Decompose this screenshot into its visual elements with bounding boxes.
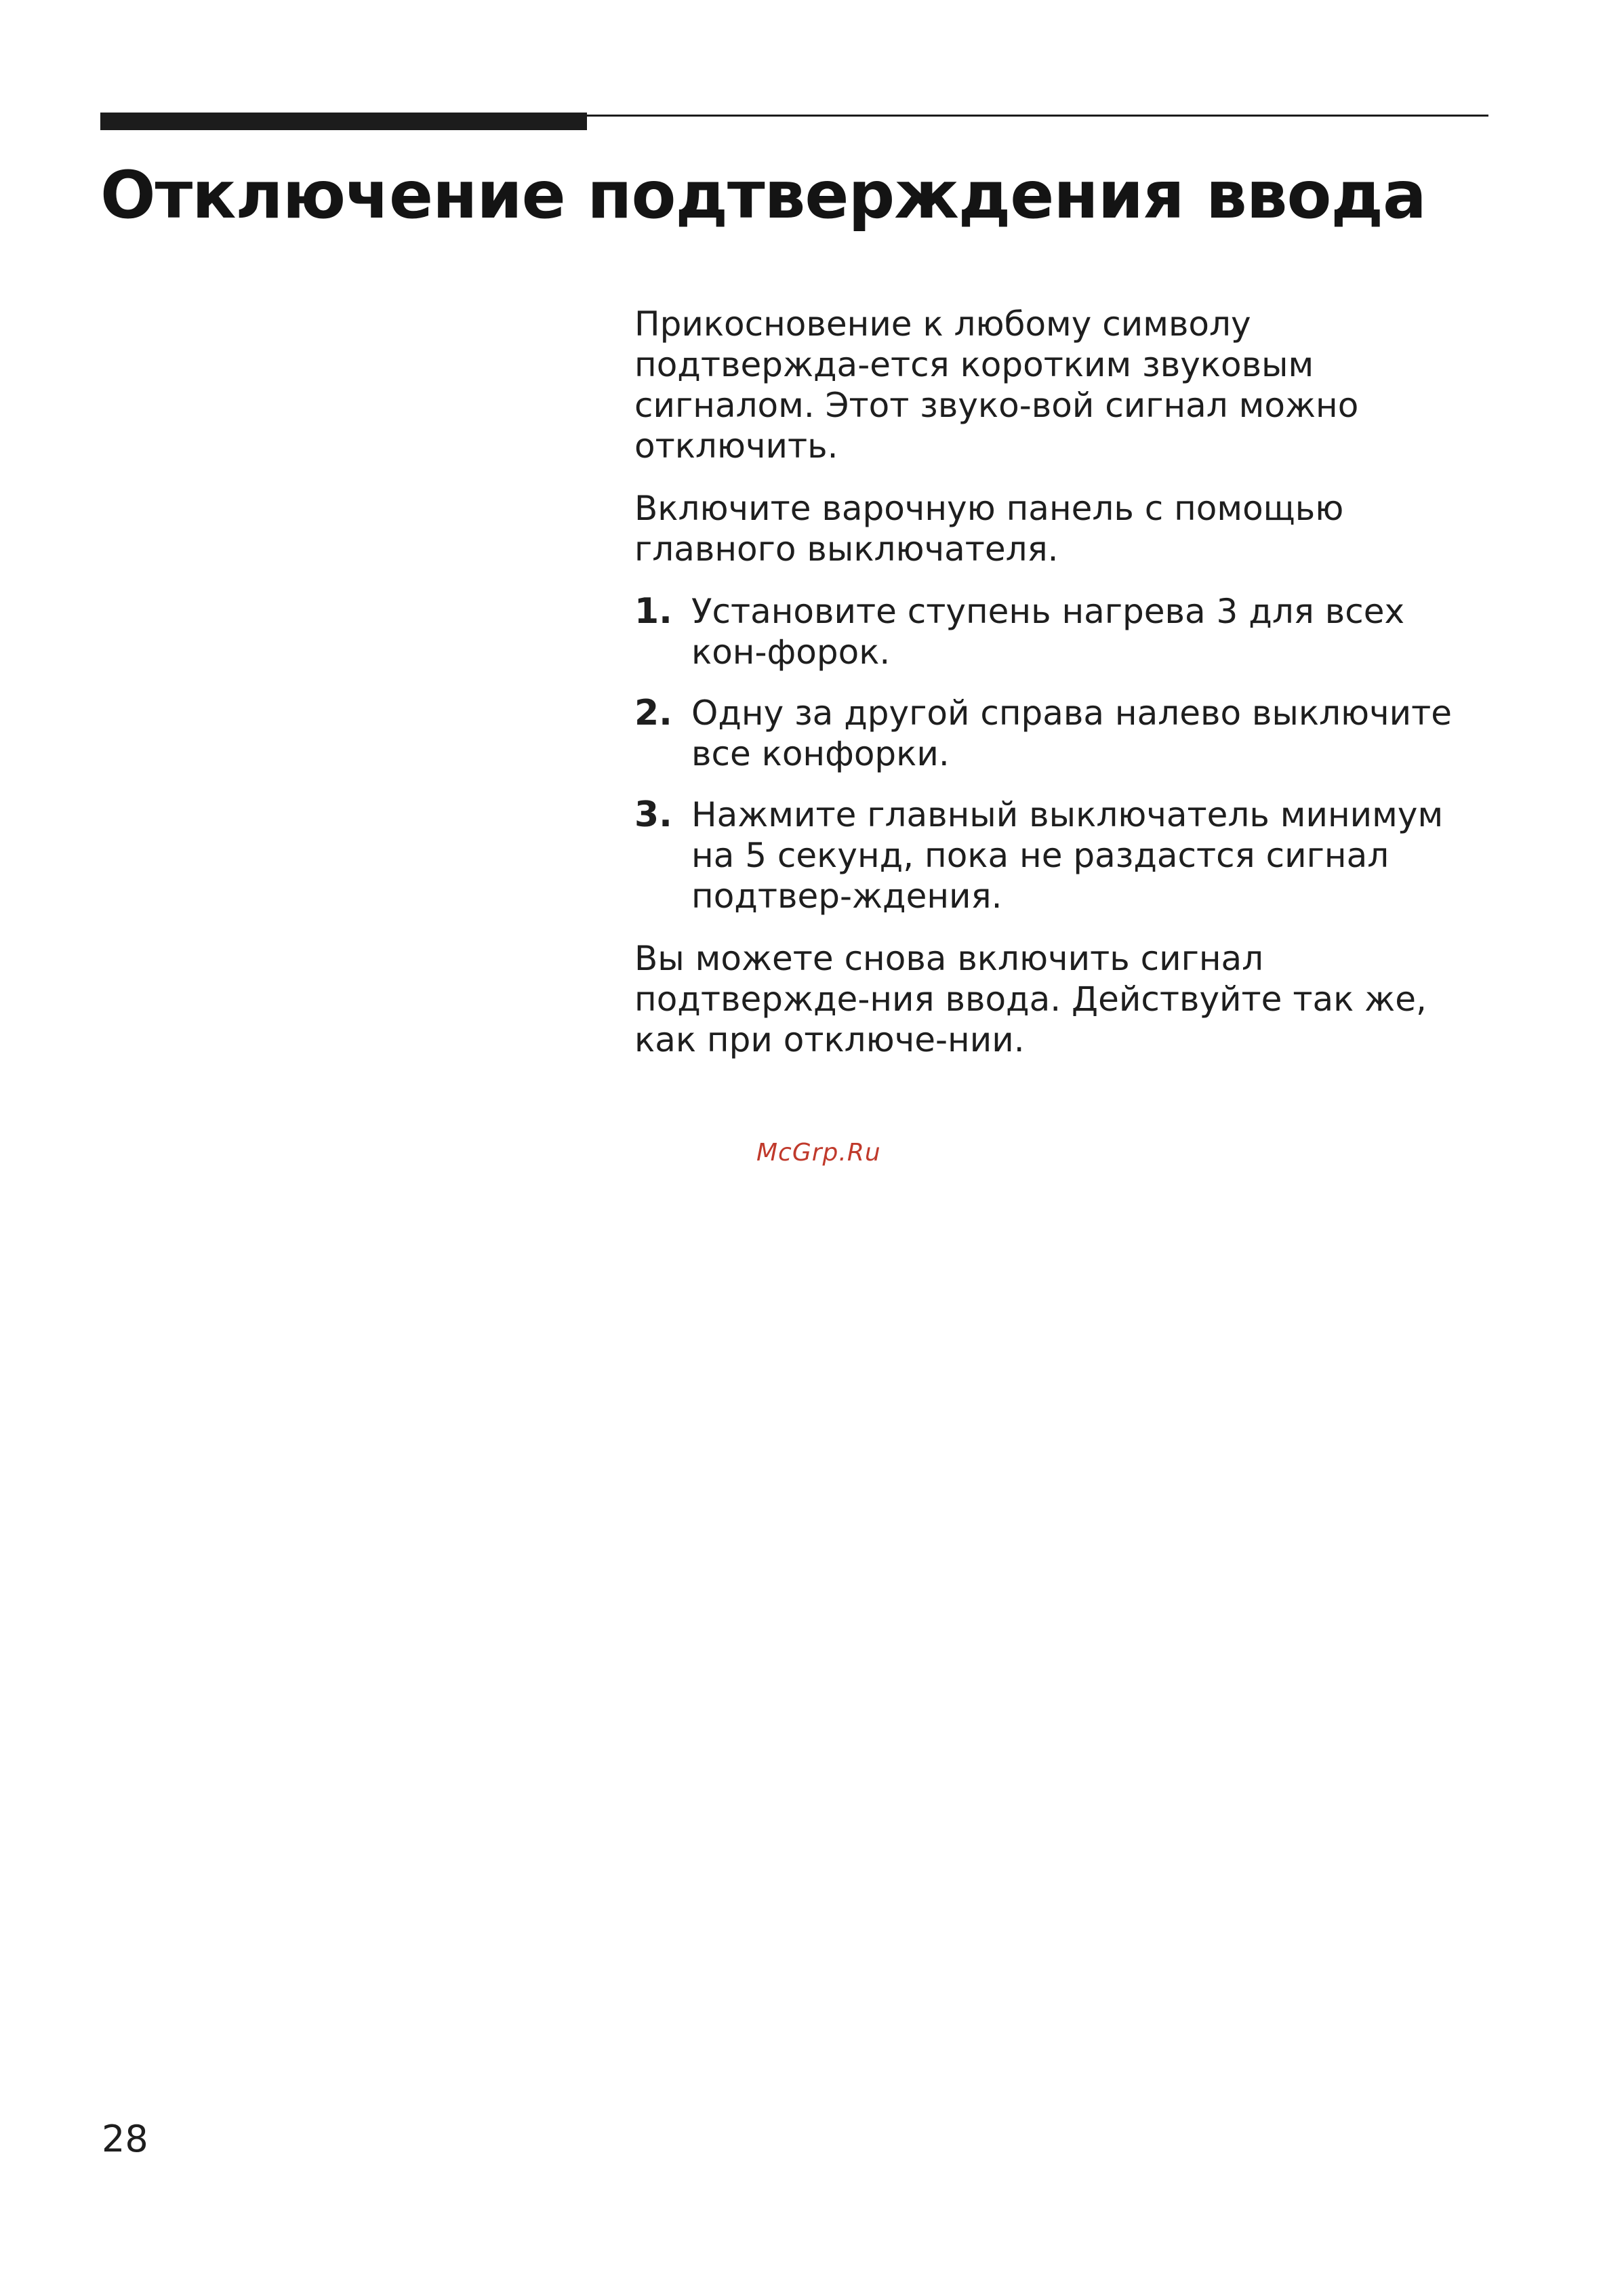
page-title: Отключение подтверждения ввода [100,157,1426,233]
step-number: 3. [634,794,672,835]
step-item [634,794,1488,916]
body-content [634,304,1488,1082]
steps-list [634,591,1488,916]
step-text: Одну за другой справа налево выключите все конфорки. [691,693,1453,773]
outro-paragraph: Вы можете снова включить сигнал подтвержде-ния ввода. Действуйте так же, как при отключе-нии. [634,939,1427,1059]
step-number: 2. [634,693,672,733]
step-number: 1. [634,591,672,632]
instruction-paragraph: Включите варочную панель с помощью главного выключателя. [634,489,1344,569]
step-item [634,693,1488,774]
step-text: Установите ступень нагрева 3 для всех кон-форок. [691,592,1405,672]
intro-paragraph: Прикосновение к любому символу подтвержда-ется коротким звуковым сигналом. Этот звуко-вой сигнал можно отключить. [634,304,1359,466]
page-number: 28 [102,2118,148,2160]
header-rule-thin [587,115,1488,117]
watermark-text: McGrp.Ru [756,1139,881,1167]
step-item [634,591,1488,672]
step-text: Нажмите главный выключатель минимум на 5 секунд, пока не раздастся сигнал подтвер-ждения. [691,795,1444,916]
header-rule-thick [100,113,587,130]
